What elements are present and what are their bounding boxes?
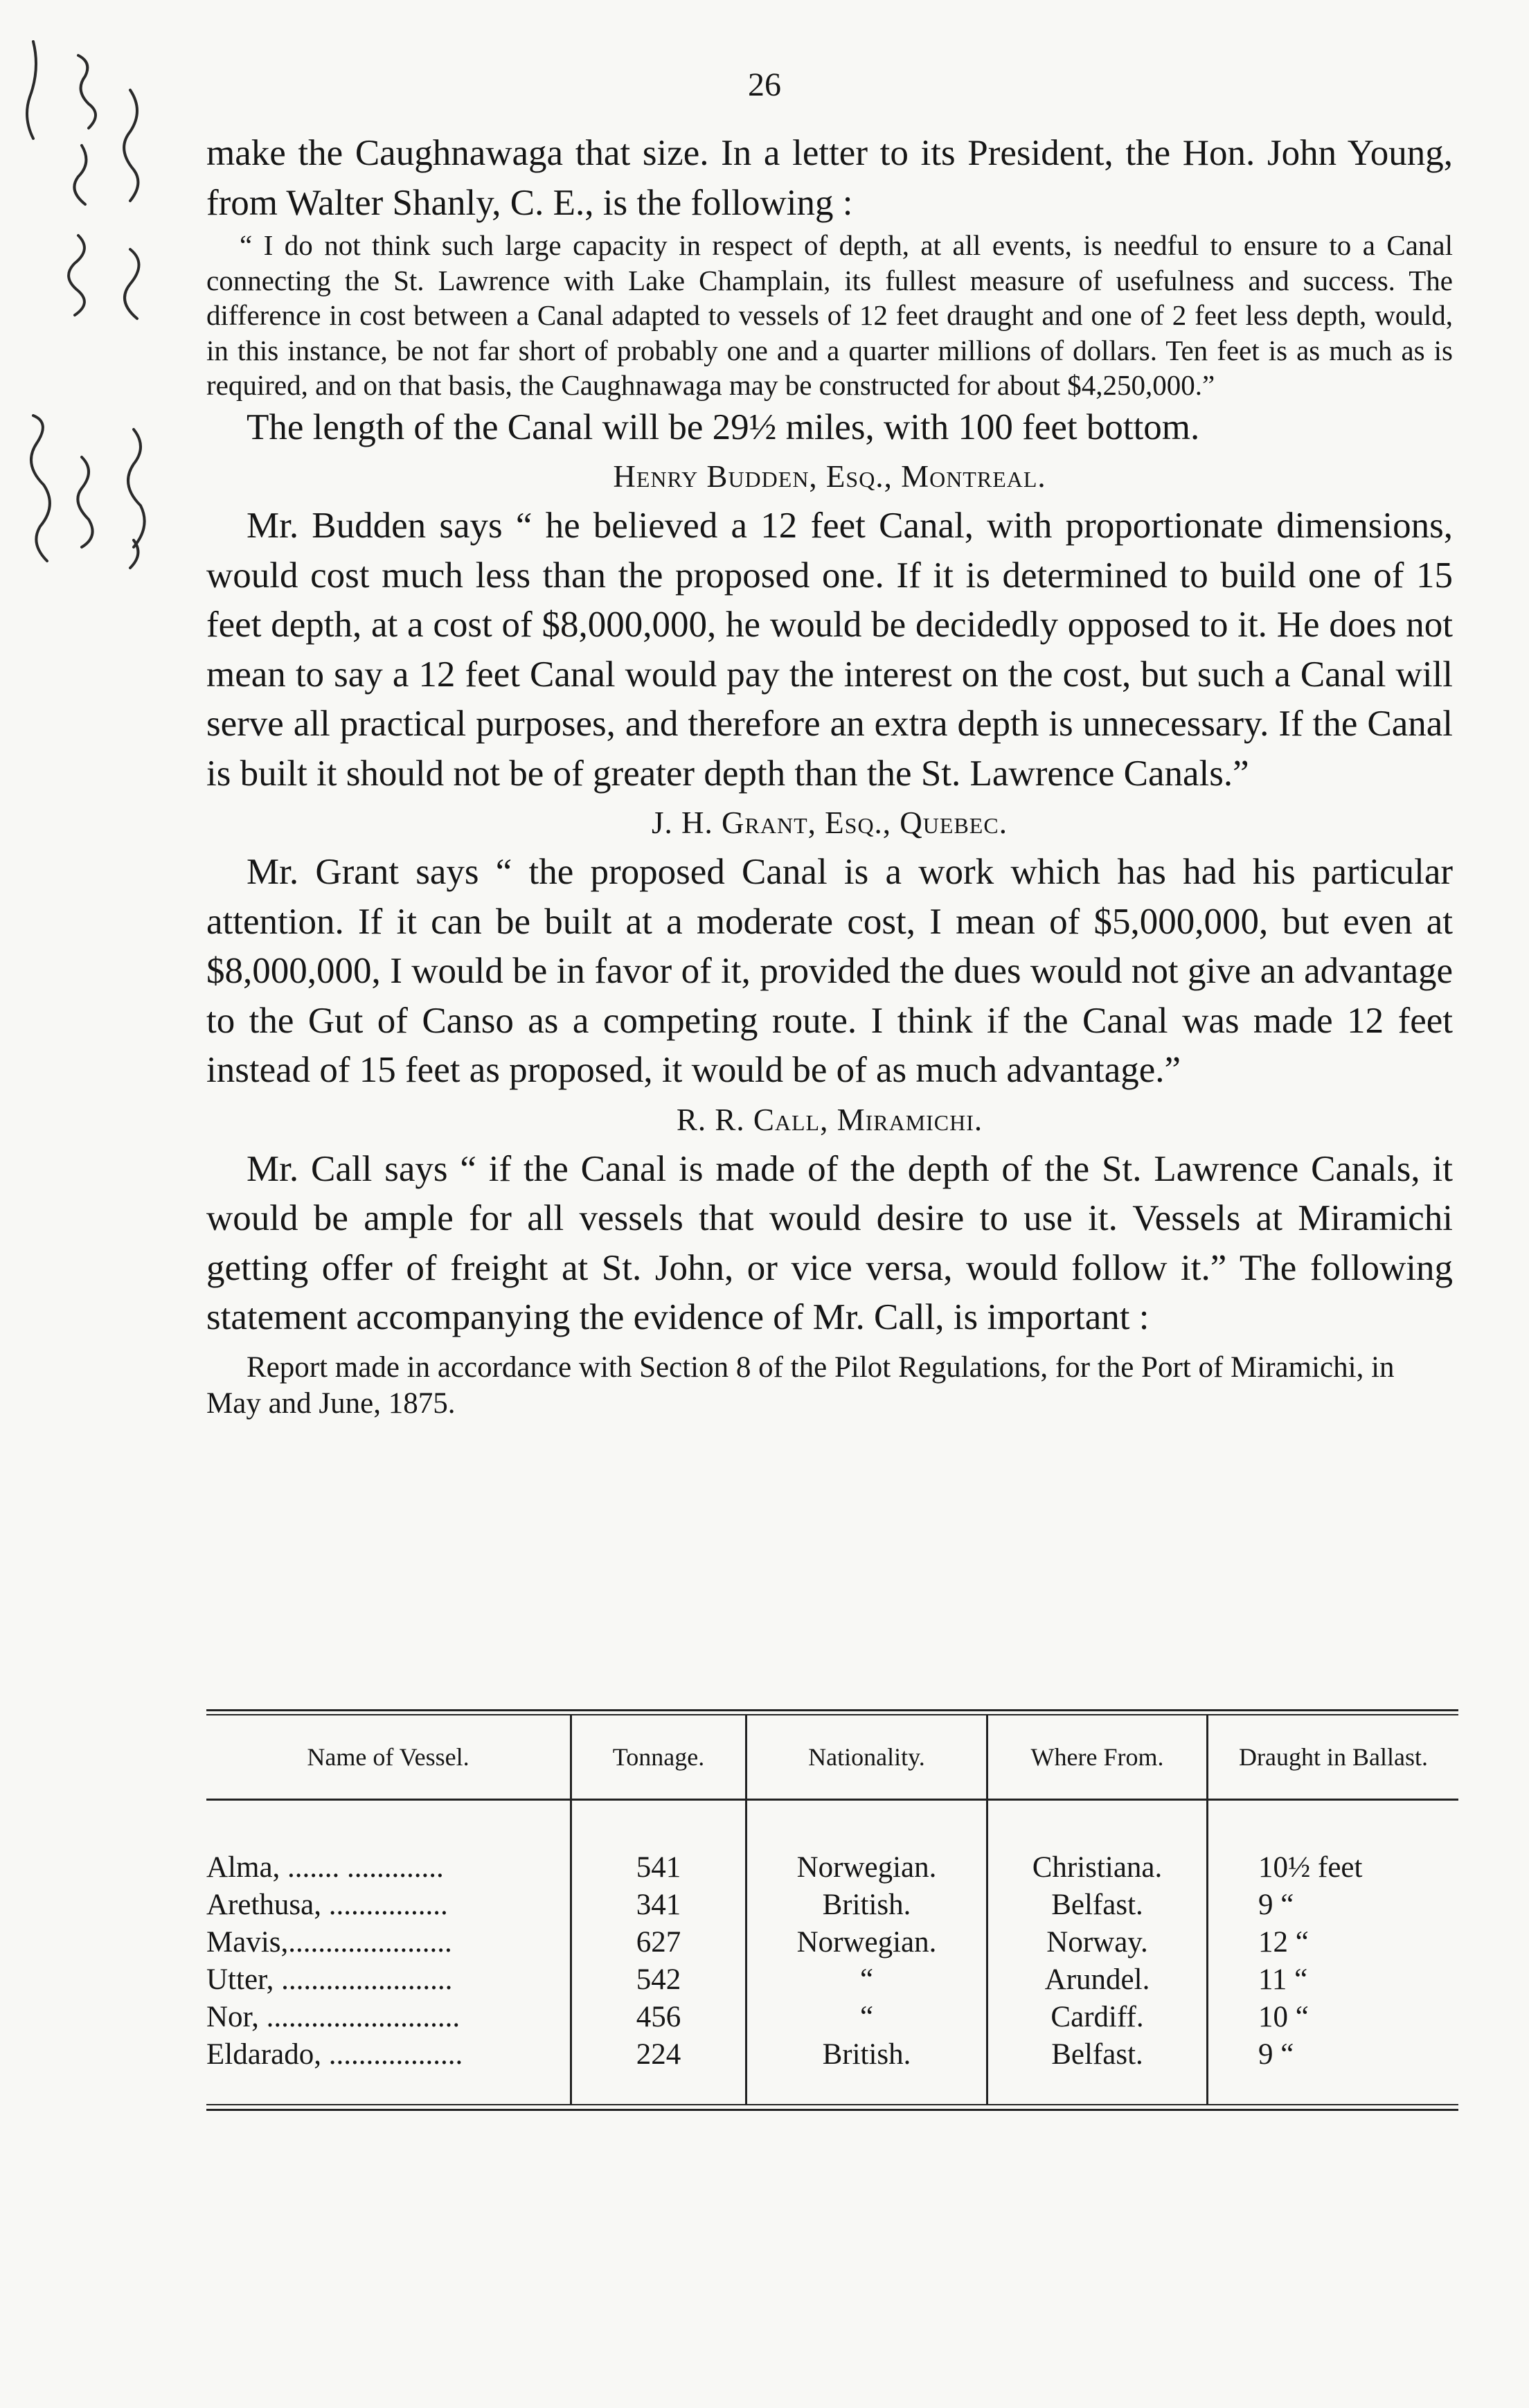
cell-nationality: British. bbox=[746, 2036, 987, 2073]
cell-vessel-name: Arethusa, ................ bbox=[206, 1889, 448, 1921]
cell-where-from: Arundel. bbox=[987, 1961, 1208, 1999]
page-number: 26 bbox=[748, 66, 781, 103]
heading-grant: J. H. Grant, Esq., Quebec. bbox=[652, 805, 1008, 840]
cell-where-from: Christiana. bbox=[987, 1849, 1208, 1887]
table-row bbox=[206, 1961, 1458, 1999]
cell-draught: 10 “ bbox=[1208, 1999, 1459, 2036]
table-row bbox=[206, 1999, 1458, 2036]
cell-where-from: Belfast. bbox=[987, 1887, 1208, 1924]
cell-tonnage: 627 bbox=[571, 1924, 746, 1961]
cell-vessel-name: Utter, ....................... bbox=[206, 1963, 453, 1996]
heading-call: R. R. Call, Miramichi. bbox=[676, 1102, 983, 1137]
table-row bbox=[206, 2036, 1458, 2073]
table-bottom-rule bbox=[206, 2104, 1458, 2111]
report-caption: Report made in accordance with Section 8 of the Pilot Regulations, for the Port of Miramichi, in May and June, 1875. bbox=[206, 1350, 1395, 1420]
column-header-tonnage: Tonnage. bbox=[571, 1715, 746, 1800]
paragraph-budden: Mr. Budden says “ he believed a 12 feet Canal, with proportionate dimensions, would cost much less than the proposed one. If it is determined to build one of 15 feet depth, at a cost of $8,000,000, he would be decidedly opposed to it. He does not mean to say a 12 feet Canal would pay the interest on the cost, but such a Canal will serve all practical purposes, and therefore an extra depth is unnecessary. If the Canal is built it should not be of greater depth than the St. Lawrence Canals.” bbox=[206, 506, 1453, 794]
cell-nationality: “ bbox=[746, 1961, 987, 1999]
cell-draught: 10½ feet bbox=[1208, 1849, 1459, 1887]
cell-tonnage: 224 bbox=[571, 2036, 746, 2073]
paragraph-grant: Mr. Grant says “ the proposed Canal is a work which has had his particular attention. If it can be built at a moderate cost, I mean of $5,000,000, but even at $8,000,000, I would be in favor of it, provided the dues would not give an advantage to the Gut of Canso as a competing route. I think if the Canal was made 12 feet instead of 15 feet as proposed, it would be of as much advantage.” bbox=[206, 852, 1453, 1090]
handwritten-margin-note bbox=[12, 28, 172, 651]
paragraph-intro: make the Caughnawaga that size. In a letter to its President, the Hon. John Young, from Walter Shanly, C. E., is the following : bbox=[206, 133, 1453, 223]
heading-budden: Henry Budden, Esq., Montreal. bbox=[613, 459, 1046, 494]
body-text bbox=[206, 129, 1453, 1422]
vessel-table-container bbox=[206, 1709, 1458, 2111]
cell-where-from: Belfast. bbox=[987, 2036, 1208, 2073]
table-top-rule bbox=[206, 1709, 1458, 1715]
table-row bbox=[206, 1887, 1458, 1924]
cell-nationality: British. bbox=[746, 1887, 987, 1924]
cell-nationality: Norwegian. bbox=[746, 1849, 987, 1887]
table-row bbox=[206, 1924, 1458, 1961]
cell-tonnage: 456 bbox=[571, 1999, 746, 2036]
column-header-draught: Draught in Ballast. bbox=[1208, 1715, 1459, 1800]
column-header-where-from: Where From. bbox=[987, 1715, 1208, 1800]
cell-draught: 12 “ bbox=[1208, 1924, 1459, 1961]
handwriting-scribble-icon bbox=[12, 28, 172, 651]
column-header-nationality: Nationality. bbox=[746, 1715, 987, 1800]
column-header-name: Name of Vessel. bbox=[307, 1743, 470, 1771]
quoted-letter: “ I do not think such large capacity in respect of depth, at all events, is needful to ensure to a Canal connecting the St. Lawrence with Lake Champlain, its fullest measure of usefulness and success. The difference in cost between a Canal adapted to vessels of 12 feet draught and one of 2 feet less depth, would, in this instance, be not far short of probably one and a quarter millions of dollars. Ten feet is as much as is required, and on that basis, the Caughnawaga may be constructed for about $4,250,000.” bbox=[206, 229, 1453, 401]
vessel-table bbox=[206, 1715, 1458, 2104]
cell-nationality: Norwegian. bbox=[746, 1924, 987, 1961]
cell-draught: 9 “ bbox=[1208, 1887, 1459, 1924]
cell-tonnage: 341 bbox=[571, 1887, 746, 1924]
cell-vessel-name: Eldarado, .................. bbox=[206, 2038, 463, 2071]
cell-vessel-name: Mavis,...................... bbox=[206, 1926, 452, 1959]
cell-draught: 9 “ bbox=[1208, 2036, 1459, 2073]
cell-where-from: Cardiff. bbox=[987, 1999, 1208, 2036]
cell-tonnage: 542 bbox=[571, 1961, 746, 1999]
cell-draught: 11 “ bbox=[1208, 1961, 1459, 1999]
cell-vessel-name: Nor, .......................... bbox=[206, 2001, 461, 2033]
cell-where-from: Norway. bbox=[987, 1924, 1208, 1961]
paragraph-call: Mr. Call says “ if the Canal is made of the depth of the St. Lawrence Canals, it would be ample for all vessels that would desire to use it. Vessels at Miramichi getting offer of freight at St. John, or vice versa, would follow it.” The following statement accompanying the evidence of Mr. Call, is important : bbox=[206, 1148, 1453, 1337]
cell-tonnage: 541 bbox=[571, 1849, 746, 1887]
paragraph-canal-length: The length of the Canal will be 29½ miles, with 100 feet bottom. bbox=[247, 407, 1200, 447]
cell-nationality: “ bbox=[746, 1999, 987, 2036]
table-row bbox=[206, 1849, 1458, 1887]
cell-vessel-name: Alma, ....... ............. bbox=[206, 1851, 444, 1884]
